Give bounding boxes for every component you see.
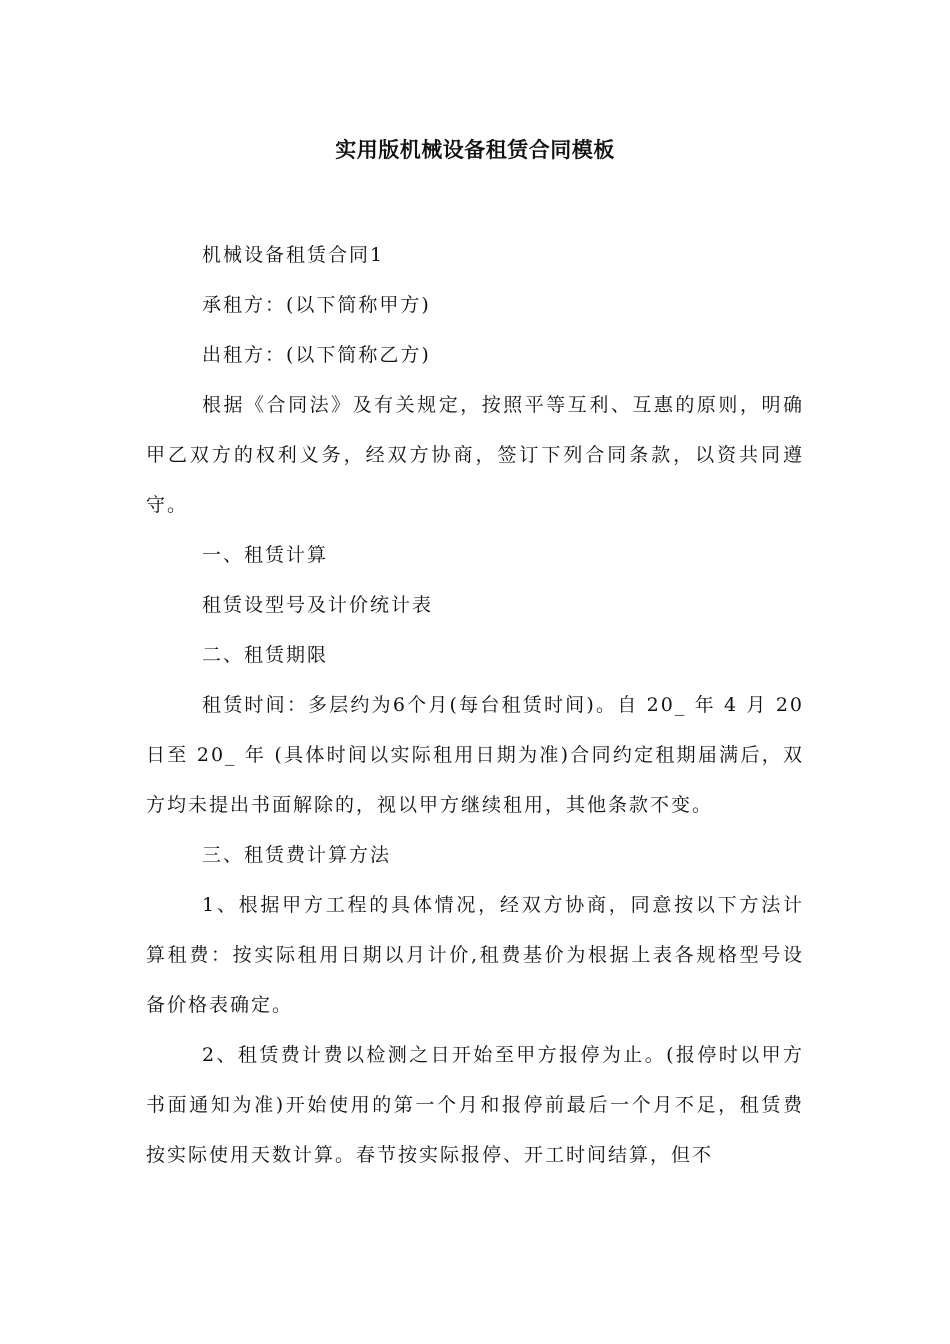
paragraph-lessee: 承租方：(以下简称甲方) xyxy=(202,294,431,316)
paragraph-rent-table-note: 租赁设型号及计价统计表 xyxy=(202,594,434,616)
paragraph-rent-term: 租赁时间：多层约为6个月(每台租赁时间)。自 20_ 年 4 月 20 日至 20_ 年 (具体时间以实际租用日期为准)合同约定租期届满后，双方均未提出书面解除的，视以甲方继续租用，其他条款不变。 xyxy=(146,694,804,816)
document-title: 实用版机械设备租赁合同模板 xyxy=(335,138,615,162)
paragraph-preamble: 根据《合同法》及有关规定，按照平等互利、互惠的原则，明确甲乙双方的权利义务，经双方协商，签订下列合同条款，以资共同遵守。 xyxy=(146,394,804,516)
document-body xyxy=(146,230,804,1180)
section-heading-rent-term: 二、租赁期限 xyxy=(202,644,329,666)
paragraph-contract-heading: 机械设备租赁合同1 xyxy=(202,244,385,266)
section-heading-fee-method: 三、租赁费计算方法 xyxy=(202,844,392,866)
paragraph-fee-item-2: 2、租赁费计费以检测之日开始至甲方报停为止。(报停时以甲方书面通知为准)开始使用的第一个月和报停前最后一个月不足，租赁费按实际使用天数计算。春节按实际报停、开工时间结算，但不 xyxy=(146,1044,804,1166)
section-heading-rent-calculation: 一、租赁计算 xyxy=(202,544,329,566)
paragraph-lessor: 出租方：(以下简称乙方) xyxy=(202,344,431,366)
paragraph-fee-item-1: 1、根据甲方工程的具体情况，经双方协商，同意按以下方法计算租费：按实际租用日期以月计价,租费基价为根据上表各规格型号设备价格表确定。 xyxy=(146,894,804,1016)
